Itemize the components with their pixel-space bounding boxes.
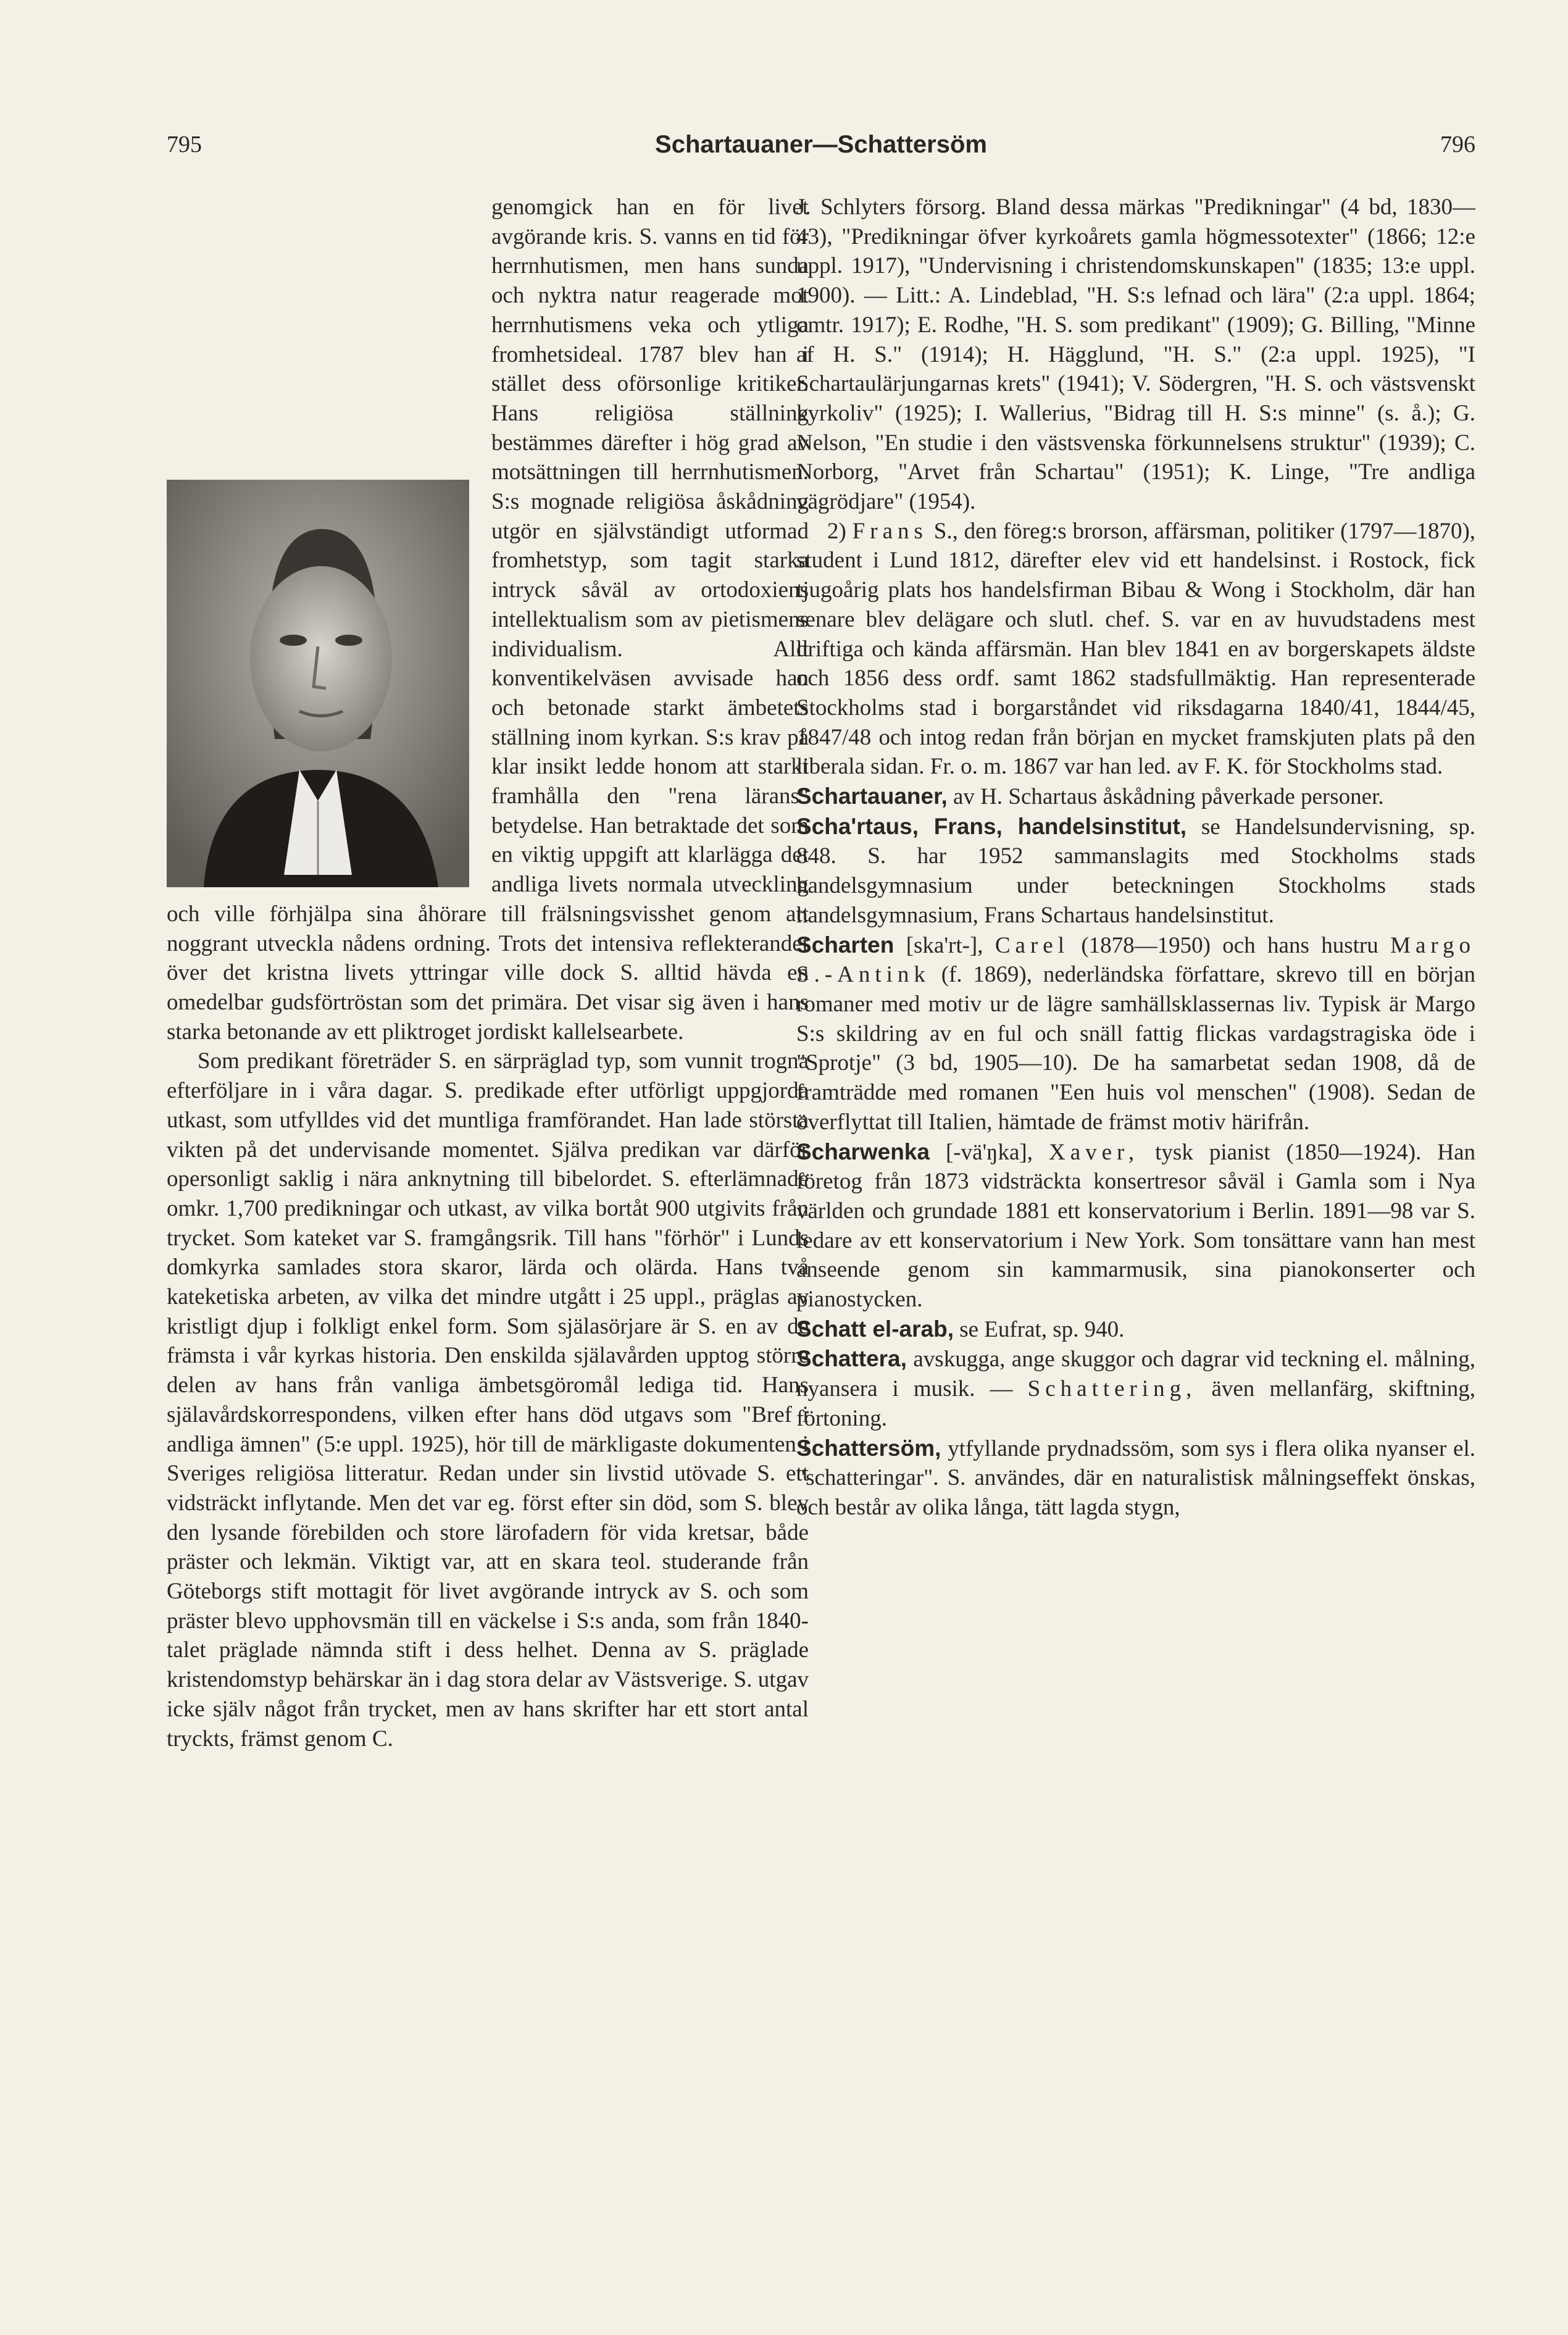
- entry-text: se Eufrat, sp. 940.: [959, 1316, 1125, 1342]
- entry-schartauaner: [796, 782, 1475, 812]
- right-column: [796, 193, 1475, 1523]
- entry-headword: Scharwenka: [796, 1138, 930, 1164]
- page-number-right: 796: [1440, 132, 1475, 157]
- running-title: Schartauaner—Schattersöm: [655, 131, 987, 158]
- entry-text: (1878—1950) och hans hustru: [1081, 932, 1378, 958]
- entry-handelsinstitut: [796, 812, 1475, 930]
- person-name: Xaver,: [1048, 1139, 1140, 1165]
- entry-schatt-el-arab: [796, 1314, 1475, 1345]
- page-number-left: 795: [167, 132, 202, 157]
- entry-headword: Schattera,: [796, 1346, 907, 1372]
- person-name: Frans: [852, 518, 928, 544]
- entry-text: avskugga, ange skuggor och dagrar vid teckning el. målning, nyansera i musik. —: [796, 1347, 1476, 1402]
- entry-headword: Schatt el-arab,: [796, 1316, 954, 1342]
- entry-scharwenka: [796, 1137, 1475, 1314]
- paragraph: Som predikant företräder S. en särpräglad typ, som vunnit trogna efterföljare in i våra dagar. S. predikade efter utförligt uppgjorda utkast, som utfylldes vid det muntliga framförandet. Han lade största vikten på det undervisande momentet. Själva predikan var därför opersonligt saklig i nära anknytning till bibelordet. S. efterlämnade omkr. 1,700 predikningar och utkast, av vilka bortåt 900 utgivits från trycket. Som kateket var S. framgångsrik. Till hans "förhör" i Lunds domkyrka samlades stora skaror, lärda och olärda. Hans två kateketiska arbeten, av vilka det mindre utgått i 25 uppl., präglas av kristligt djup i folkligt enkel form. Som själasörjare är S. en av de främsta i vår kyrkas historia. Den enskilda själavården upptog större delen av hans från vanliga ämbetsgöromål lediga tid. Hans själavårdskorrespondens, vilken efter hans död utgavs som "Bref i andliga ämnen" (5:e uppl. 1925), hör till de märkligaste dokumenten i Sveriges religiösa litteratur. Redan under sin livstid utövade S. ett vidsträckt inflytande. Men det var eg. först efter sin död, som S. blev den lysande förebilden och store lärofadern för vida kretsar, både präster och lekmän. Viktigt var, att en skara teol. studerande från Göteborgs stift mottagit för livet avgörande intryck av S. och som präster blevo upphovsmän till en väckelse i S:s anda, som från 1840-talet präglade nämnda stift i dess helhet. Denna av S. präglade kristendomstyp behärskar än i dag stora delar av Västsverige. S. utgav icke själv något från trycket, men av hans skrifter har ett stort antal tryckts, främst genom C.: [167, 1048, 809, 1752]
- entry-schattersom: [796, 1434, 1475, 1523]
- portrait-illustration: [167, 480, 469, 887]
- entry-text: av H. Schartaus åskådning påverkade personer.: [953, 784, 1384, 810]
- paragraph: J. Schlyters försorg. Bland dessa märkas "Predikningar" (4 bd, 1830—43), "Predikningar öfver kyrkoårets gamla högmessotexter" (1866; 12:e uppl. 1917), "Undervisning i christendomskunskapen" (1835; 13:e uppl. 1900). — Litt.: A. Lindeblad, "H. S:s lefnad och lära" (2:a uppl. 1864; omtr. 1917); E. Rodhe, "H. S. som predikant" (1909); G. Billing, "Minne af H. S." (1914); H. Hägglund, "H. S." (2:a uppl. 1925), "I Schartaulärjungarnas krets" (1941); V. Södergren, "H. S. och västsvenskt kyrkoliv" (1925); I. Wallerius, "Bidrag till H. S:s minne" (s. å.); G. Nelson, "En studie i den västsvenska förkunnelsens struktur" (1939); C. Norborg, "Arvet från Schartau" (1951); K. Linge, "Tre andliga vägrödjare" (1954).: [796, 194, 1475, 515]
- list-number: 2): [827, 518, 846, 544]
- entry-text: se Handelsundervisning, sp. 848. S. har 1952 sammanslagits med Stockholms stads handelsgymnasium under beteckningen Stockholms stads handelsgymnasium, Frans Schartaus handelsinstitut.: [796, 814, 1476, 928]
- pronunciation: [-vä'ŋka],: [945, 1139, 1033, 1165]
- entry-headword: Schattersöm,: [796, 1435, 941, 1461]
- entry-text: ytfyllande prydnadssöm, som sys i flera olika nyanser el. "schatteringar". S. användes, där en naturalistisk målningseffekt önskas, och består av olika långa, tätt lagda stygn,: [796, 1435, 1475, 1520]
- page-header: [167, 131, 1475, 174]
- entry-text: (f. 1869), nederländska författare, skrevo till en början romaner med motiv ur de lägre samhällsklassernas liv. Typisk är Margo S:s skildring av en ful och snäll fattig flickas vardagstragiska öde i "Sprotje" (3 bd, 1905—10). De ha samarbetat sedan 1908, då de framträdde med romanen "Een huis vol menschen" (1908). Sedan de överflyttat till Italien, hämtade de främst motiv härifrån.: [796, 962, 1475, 1135]
- entry-headword: Scha'rtaus, Frans, handelsinstitut,: [796, 813, 1187, 839]
- paragraph: genomgick han en för livet avgörande kris. S. vanns en tid för herrnhutismen, men hans sunda och nyktra natur reagerade mot herrnhutismens veka och ytliga fromhetsideal. 1787 blev han i stället dess oförsonlige kritiker. Hans religiösa ställning bestämmes därefter i hög grad av motsättningen till herrnhutismen. S:s mognade religiösa åskådning utgör en självständigt utformad fromhetstyp, som tagit starka intryck såväl av ortodoxiens intellektualism som av pietismens individualism. Allt konventikelväsen avvisade han och betonade starkt ämbetets ställning inom kyrkan. S:s krav på klar insikt ledde honom att starkt framhålla den "rena lärans" betydelse. Han betraktade det som en viktig uppgift att klarlägga det andliga livets normala utveckling och ville förhjälpa sina åhörare till frälsningsvisshet genom att noggrant utveckla nådens ordning. Trots det intensiva reflekterandet över det kristna livets yttringar ville dock S. alltid hävda en omedelbar gudsförtröstan som det primära. Det visar sig även i hans starka betonande av ett pliktroget jordiskt kallelsearbete.: [167, 194, 809, 1045]
- entry-text: även mellanfärg, skiftning, förtoning.: [796, 1376, 1476, 1431]
- entry-headword: Scharten: [796, 932, 895, 958]
- entry-schattera: [796, 1344, 1475, 1433]
- entry-scharten: [796, 930, 1475, 1137]
- portrait-image: [167, 480, 469, 887]
- entry-headword: Schartauaner,: [796, 783, 948, 809]
- term: Schattering,: [1027, 1376, 1197, 1402]
- left-column: [167, 193, 809, 1753]
- pronunciation: [ska'rt-],: [906, 932, 983, 958]
- entry-text: S., den föreg:s brorson, affärsman, politiker (1797—1870), student i Lund 1812, därefter elev vid ett handelsinst. i Rostock, fick tjugoårig plats hos handelsfirman Bibau & Wong i Stockholm, där han senare blev delägare och slutl. chef. S. var en av huvudstadens mest driftiga och kända affärsmän. Han blev 1841 en av borgerskapets äldste och 1856 dess ordf. samt 1862 stadsfullmäktig. Han representerade Stockholms stad i borgarståndet vid riksdagarna 1840/41, 1844/45, 1847/48 och intog redan från början en mycket framskjuten plats på den liberala sidan. Fr. o. m. 1867 var han led. av F. K. för Stockholms stad.: [796, 518, 1476, 780]
- person-name: Carel: [995, 932, 1069, 958]
- entry-frans: [796, 517, 1475, 782]
- entry-text: tysk pianist (1850—1924). Han företog från 1873 vidsträckta konsertresor såväl i Gamla som i Nya världen och grundade 1881 ett konservatorium i Berlin. 1891—98 var S. ledare av ett konservatorium i New York. Som tonsättare vann han mest anseende genom sin kammarmusik, sina pianokonserter och pianostycken.: [796, 1139, 1476, 1313]
- person-name: Margo S.-Antink: [796, 932, 1476, 988]
